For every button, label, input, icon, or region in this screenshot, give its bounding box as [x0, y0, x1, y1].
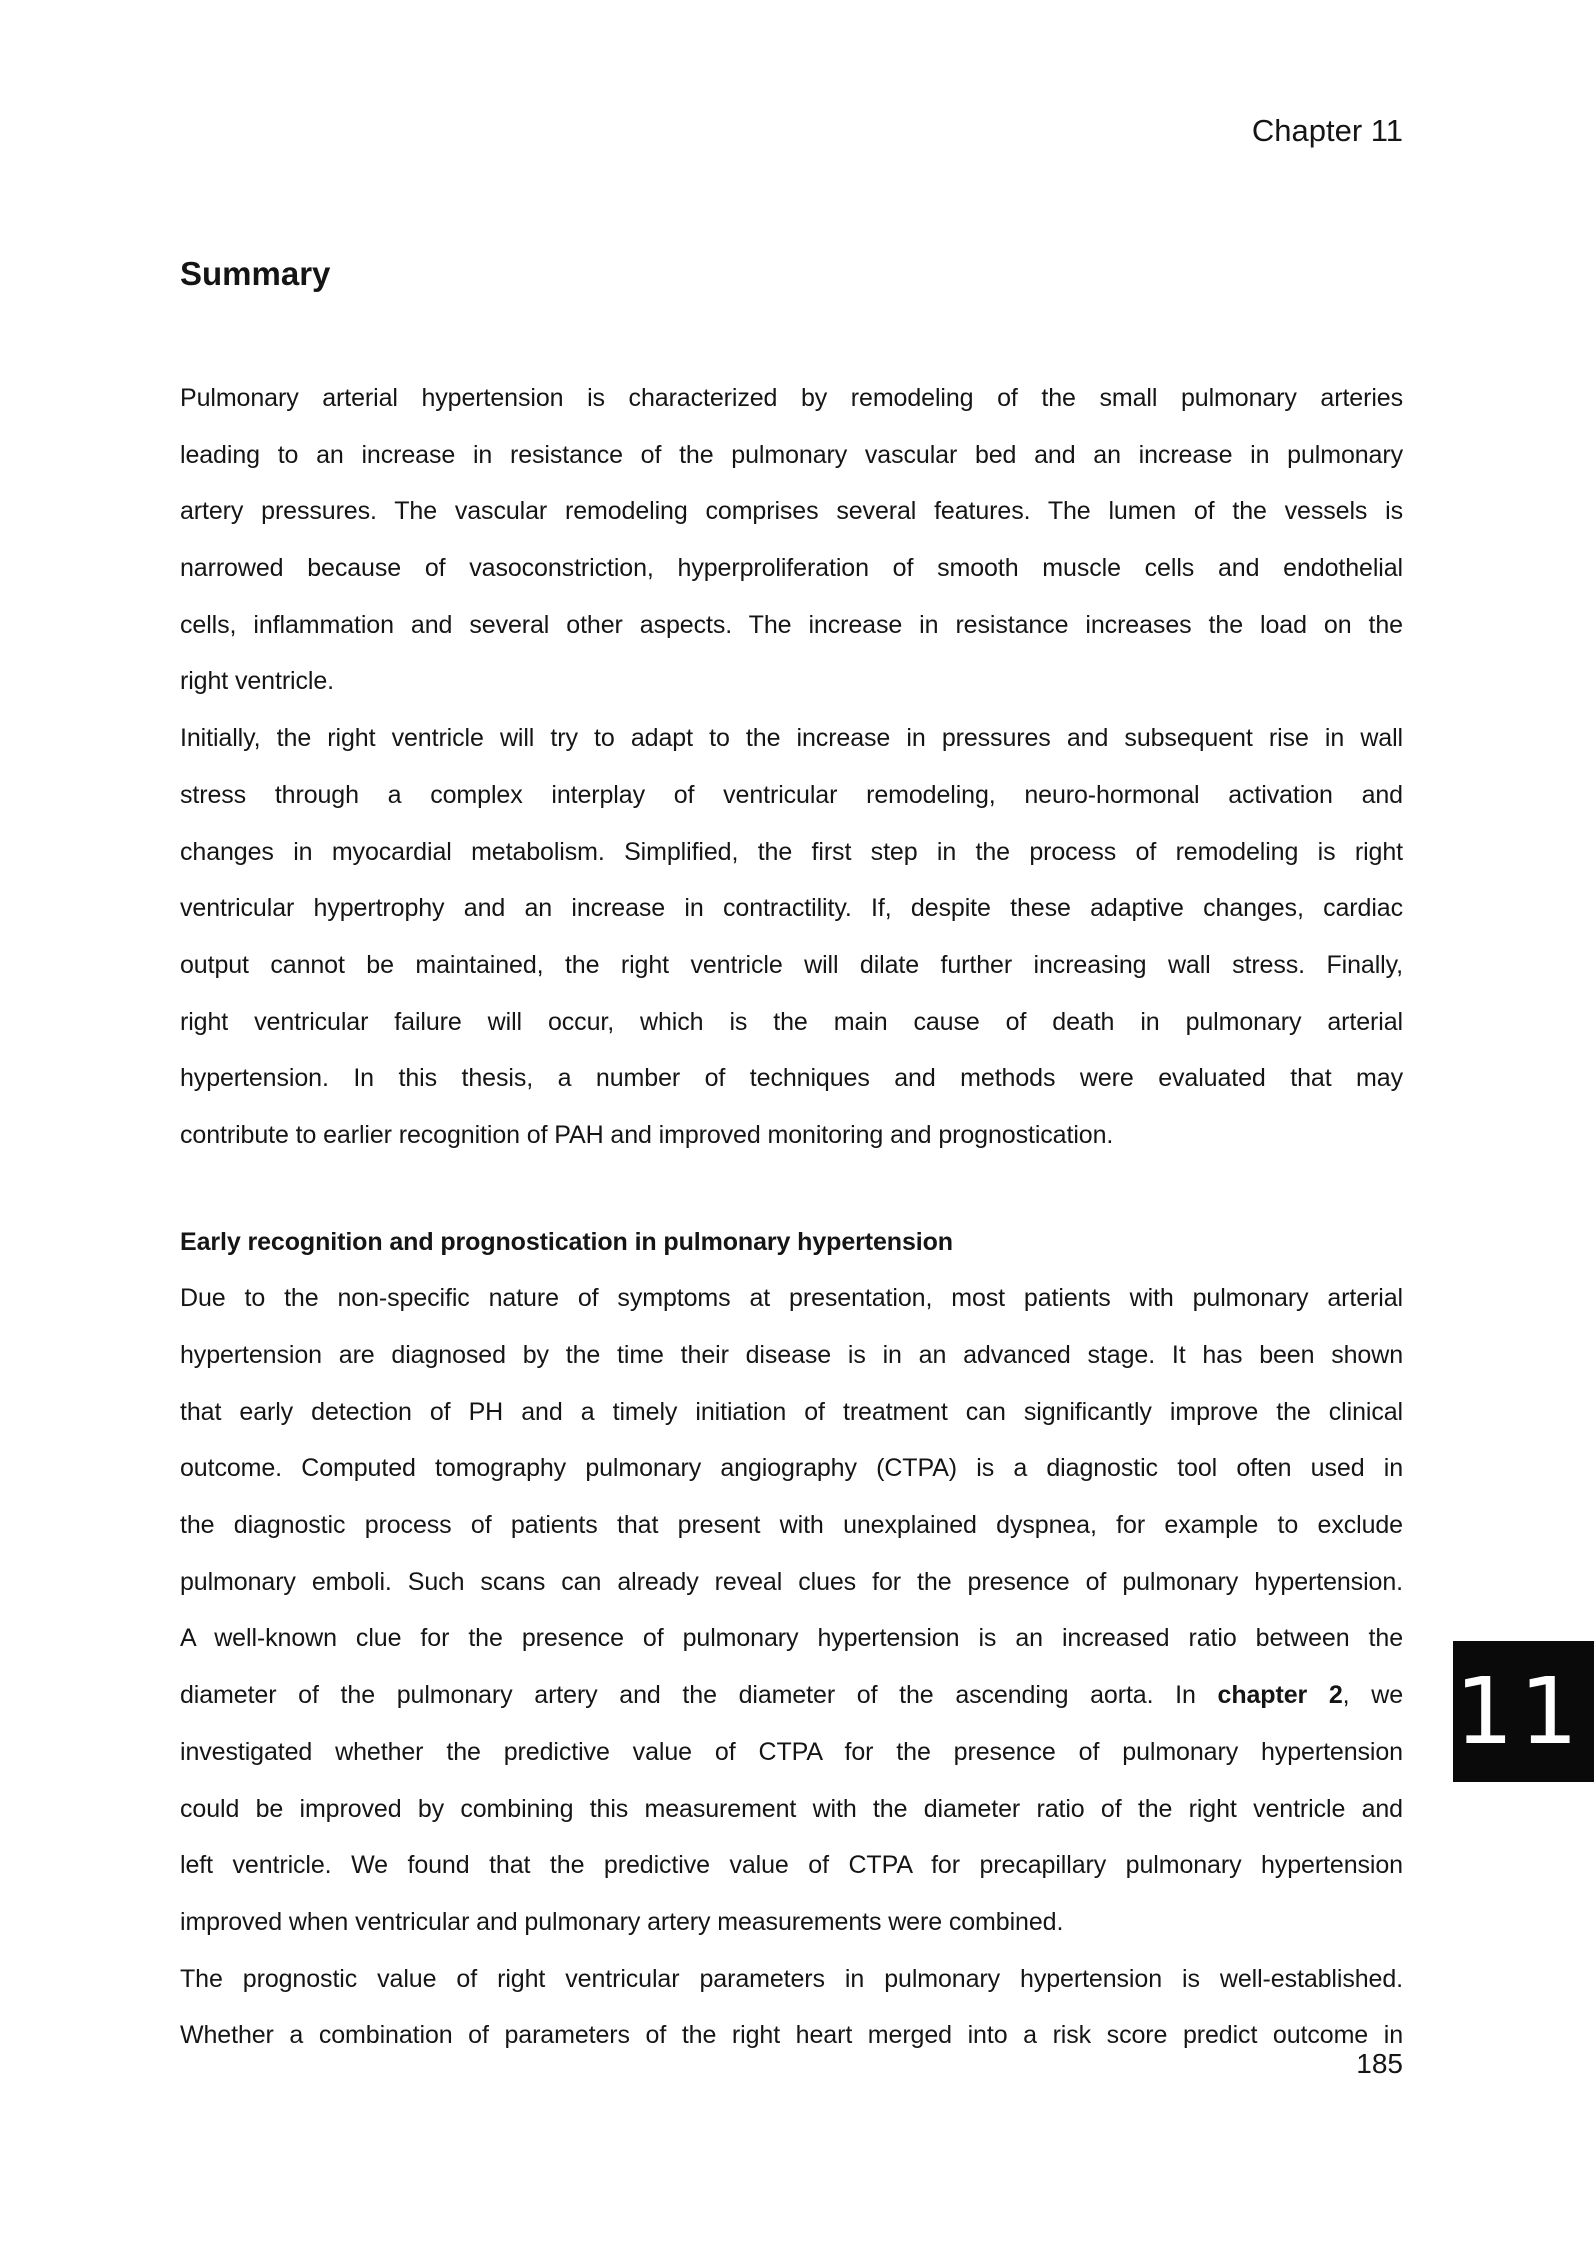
section-heading: Early recognition and prognostication in pulmonary hypertension [180, 1227, 953, 1256]
text-line: output cannot be maintained, the right ventricle will dilate further increasing wall stress. Finally, [180, 950, 1403, 979]
text-line: narrowed because of vasoconstriction, hyperproliferation of smooth muscle cells and endothelial [180, 554, 1403, 583]
text-line: leading to an increase in resistance of the pulmonary vascular bed and an increase in pulmonary [180, 440, 1403, 469]
chapter-tab-number: 11 [1454, 1657, 1585, 1765]
paragraph [180, 1270, 1403, 1950]
chapter-tab [1453, 1641, 1594, 1782]
text-line: Pulmonary arterial hypertension is characterized by remodeling of the small pulmonary arteries [180, 384, 1403, 412]
text-line: investigated whether the predictive value of CTPA for the presence of pulmonary hypertension [180, 1737, 1403, 1766]
text-line: outcome. Computed tomography pulmonary angiography (CTPA) is a diagnostic tool often used in [180, 1454, 1403, 1483]
text-line: Due to the non-specific nature of symptoms at presentation, most patients with pulmonary arterial [180, 1284, 1403, 1313]
text-line: left ventricle. We found that the predictive value of CTPA for precapillary pulmonary hypertension [180, 1851, 1403, 1880]
text-line: ventricular hypertrophy and an increase in contractility. If, despite these adaptive changes, cardiac [180, 894, 1403, 923]
text-line: could be improved by combining this measurement with the diameter ratio of the right ventricle and [180, 1794, 1403, 1823]
page-number: 185 [1356, 2048, 1403, 2079]
text-line: A well-known clue for the presence of pulmonary hypertension is an increased ratio between the [180, 1624, 1403, 1653]
text-line: right ventricular failure will occur, which is the main cause of death in pulmonary arterial [180, 1007, 1403, 1036]
text-line: hypertension. In this thesis, a number of techniques and methods were evaluated that may [180, 1064, 1403, 1093]
text-line: hypertension are diagnosed by the time their disease is in an advanced stage. It has been shown [180, 1341, 1403, 1369]
paragraph [180, 710, 1403, 1164]
text-line: pulmonary emboli. Such scans can already reveal clues for the presence of pulmonary hypertension. [180, 1567, 1403, 1596]
text-line: right ventricle. [180, 667, 335, 696]
text-line: changes in myocardial metabolism. Simplified, the first step in the process of remodeling is right [180, 837, 1403, 866]
chapter-header: Chapter 11 [1251, 113, 1403, 148]
text-segment: diameter of the pulmonary artery and the diameter of the ascending aorta. In [180, 1681, 1218, 1710]
text-line: artery pressures. The vascular remodeling comprises several features. The lumen of the vessels is [180, 497, 1403, 526]
text-line: cells, inflammation and several other aspects. The increase in resistance increases the load on the [180, 610, 1403, 639]
text-line: that early detection of PH and a timely initiation of treatment can significantly improve the clinical [180, 1397, 1403, 1426]
text-line [180, 1667, 1403, 1724]
text-line: stress through a complex interplay of ventricular remodeling, neuro-hormonal activation and [180, 780, 1403, 809]
bold-text: chapter 2 [1217, 1681, 1343, 1710]
paragraph [180, 370, 1403, 710]
text-line: Initially, the right ventricle will try to adapt to the increase in pressures and subsequent rise in wall [180, 724, 1403, 753]
page-title: Summary [180, 255, 331, 292]
text-line: Whether a combination of parameters of the right heart merged into a risk score predict outcome in [180, 2021, 1403, 2050]
text-line: contribute to earlier recognition of PAH and improved monitoring and prognostication. [180, 1120, 1114, 1149]
text-segment: , we [1342, 1681, 1403, 1710]
text-line: the diagnostic process of patients that present with unexplained dyspnea, for example to exclude [180, 1511, 1403, 1540]
body-text [180, 370, 1403, 2064]
text-line: The prognostic value of right ventricular parameters in pulmonary hypertension is well-established. [180, 1964, 1403, 1993]
text-line: improved when ventricular and pulmonary artery measurements were combined. [180, 1907, 1064, 1936]
paragraph [180, 1951, 1403, 2064]
